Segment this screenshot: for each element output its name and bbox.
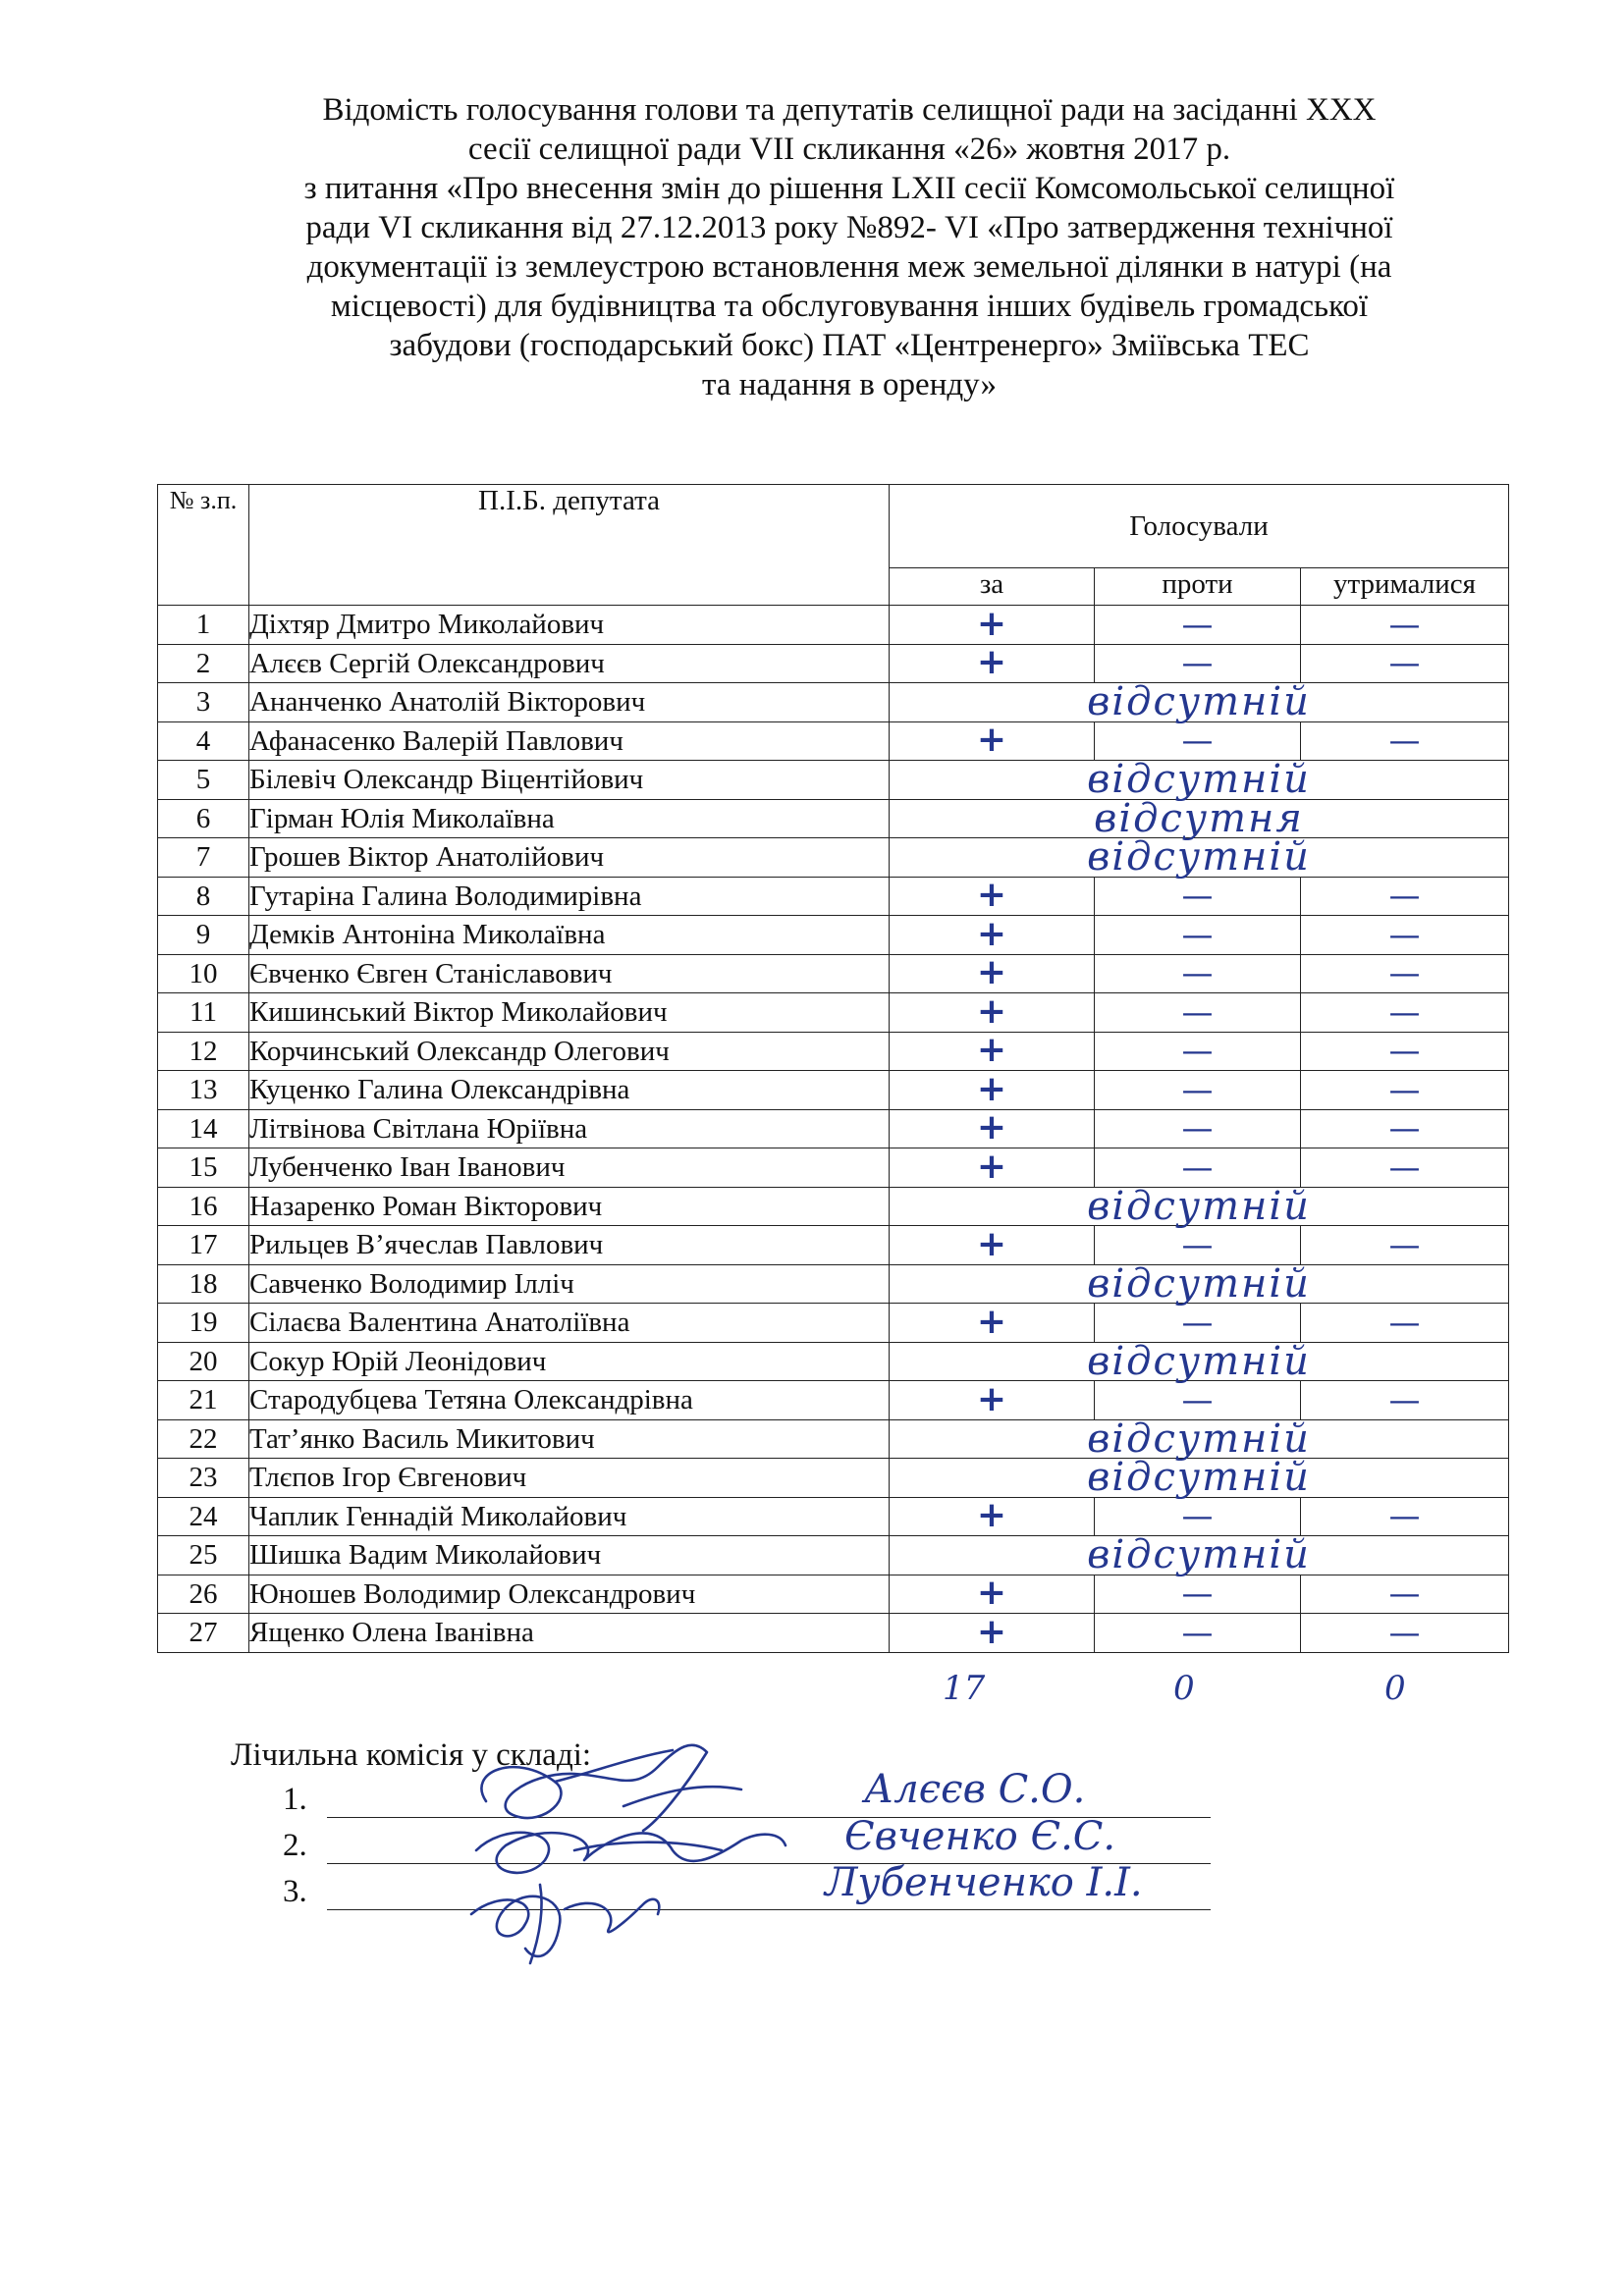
- row-number: 15: [158, 1148, 249, 1188]
- commission-number: 1.: [283, 1782, 307, 1817]
- table-row: [158, 1032, 1509, 1071]
- vote-for-mark: [890, 954, 1095, 993]
- vote-abstained-mark-glyph: —: [1388, 644, 1421, 682]
- vote-against-mark: [1095, 1148, 1301, 1188]
- deputy-name: Грошев Віктор Анатолійович: [249, 838, 890, 878]
- vote-against-mark-glyph: —: [1181, 915, 1214, 953]
- vote-against-mark: [1095, 1381, 1301, 1420]
- table-row: [158, 1109, 1509, 1148]
- row-number: 24: [158, 1497, 249, 1536]
- vote-against-mark-glyph: —: [1181, 1575, 1214, 1613]
- commission-label: Лічильна комісія у складі:: [231, 1737, 592, 1773]
- vote-against-mark-glyph: —: [1181, 721, 1214, 760]
- vote-against-mark: [1095, 954, 1301, 993]
- table-row: [158, 1148, 1509, 1188]
- vote-abstained-mark: [1301, 1071, 1509, 1110]
- vote-abstained-mark-glyph: —: [1388, 1070, 1421, 1108]
- vote-against-mark: [1095, 721, 1301, 761]
- vote-for-mark-glyph: +: [976, 875, 1007, 916]
- vote-against-mark: [1095, 916, 1301, 955]
- header-for: за: [890, 568, 1095, 606]
- vote-against-mark-glyph: —: [1181, 1303, 1214, 1341]
- row-number: 11: [158, 993, 249, 1033]
- header-number: № з.п.: [158, 485, 249, 606]
- table-row: [158, 1071, 1509, 1110]
- commission-member-name: Лубенченко І.І.: [825, 1860, 1143, 1905]
- vote-for-mark: [890, 721, 1095, 761]
- deputy-name: Афанасенко Валерій Павлович: [249, 721, 890, 761]
- table-row: [158, 1497, 1509, 1536]
- vote-abstained-mark: [1301, 1148, 1509, 1188]
- deputy-name: Лубенченко Іван Іванович: [249, 1148, 890, 1188]
- table-row: [158, 877, 1509, 916]
- table-row: [158, 1264, 1509, 1304]
- deputy-name: Алєєв Сергій Олександрович: [249, 644, 890, 683]
- absent-mark: відсутній: [890, 1536, 1509, 1575]
- vote-abstained-mark: [1301, 1304, 1509, 1343]
- vote-against-mark: [1095, 1304, 1301, 1343]
- deputy-name: Діхтяр Дмитро Миколайович: [249, 606, 890, 645]
- deputy-name: Кишинський Віктор Миколайович: [249, 993, 890, 1033]
- vote-totals: [0, 1669, 1624, 1718]
- vote-for-mark-glyph: +: [976, 913, 1007, 954]
- row-number: 12: [158, 1032, 249, 1071]
- deputy-name: Стародубцева Тетяна Олександрівна: [249, 1381, 890, 1420]
- title-line: ради VI скликання від 27.12.2013 року №892- VI «Про затвердження технічної: [305, 210, 1393, 245]
- title-line: забудови (господарський бокс) ПАТ «Центренерго» Зміївська ТЕС: [389, 328, 1310, 363]
- deputy-name: Шишка Вадим Миколайович: [249, 1536, 890, 1575]
- vote-against-mark-glyph: —: [1181, 1148, 1214, 1186]
- row-number: 8: [158, 877, 249, 916]
- vote-against-mark-glyph: —: [1181, 1497, 1214, 1535]
- deputy-name: Куценко Галина Олександрівна: [249, 1071, 890, 1110]
- vote-for-mark-glyph: +: [976, 1378, 1007, 1419]
- header-name: П.І.Б. депутата: [249, 485, 890, 606]
- vote-for-mark-glyph: +: [976, 1223, 1007, 1264]
- vote-against-mark-glyph: —: [1181, 1070, 1214, 1108]
- row-number: 23: [158, 1459, 249, 1498]
- table-row: [158, 761, 1509, 800]
- vote-against-mark: [1095, 1032, 1301, 1071]
- title-line: Відомість голосування голови та депутатів селищної ради на засіданні XXX: [322, 92, 1377, 128]
- header-voted: Голосували: [890, 485, 1509, 568]
- deputy-name: Чаплик Геннадій Миколайович: [249, 1497, 890, 1536]
- vote-for-mark-glyph: +: [976, 1068, 1007, 1109]
- deputy-name: Рильцев В’ячеслав Павлович: [249, 1226, 890, 1265]
- vote-abstained-mark-glyph: —: [1388, 992, 1421, 1031]
- deputy-name: Сілаєва Валентина Анатоліївна: [249, 1304, 890, 1343]
- row-number: 22: [158, 1419, 249, 1459]
- vote-for-mark-glyph: +: [976, 1573, 1007, 1614]
- vote-against-mark-glyph: —: [1181, 1380, 1214, 1418]
- vote-against-mark-glyph: —: [1181, 1225, 1214, 1263]
- vote-against-mark-glyph: —: [1181, 1109, 1214, 1148]
- vote-abstained-mark-glyph: —: [1388, 1109, 1421, 1148]
- row-number: 17: [158, 1226, 249, 1265]
- vote-for-mark: [890, 1148, 1095, 1188]
- table-row: [158, 644, 1509, 683]
- deputy-name: Савченко Володимир Ілліч: [249, 1264, 890, 1304]
- vote-abstained-mark: [1301, 606, 1509, 645]
- vote-against-mark: [1095, 1226, 1301, 1265]
- vote-for-mark: [890, 1611, 1095, 1653]
- vote-against-mark: [1095, 1575, 1301, 1614]
- total-abstained: 0: [1384, 1669, 1406, 1708]
- voting-table-body: [158, 603, 1509, 1653]
- vote-for-mark-glyph: +: [976, 1107, 1007, 1148]
- vote-for-mark-glyph: +: [976, 1611, 1007, 1652]
- vote-against-mark-glyph: —: [1181, 1032, 1214, 1070]
- vote-abstained-mark: [1301, 954, 1509, 993]
- row-number: 7: [158, 838, 249, 878]
- title-line: місцевості) для будівництва та обслуговування інших будівель громадської: [330, 289, 1369, 324]
- deputy-name: Літвінова Світлана Юріївна: [249, 1109, 890, 1148]
- vote-abstained-mark: [1301, 644, 1509, 683]
- vote-for-mark: [890, 1109, 1095, 1148]
- deputy-name: Гірман Юлія Миколаївна: [249, 799, 890, 838]
- header-abstained: утрималися: [1301, 568, 1509, 606]
- row-number: 14: [158, 1109, 249, 1148]
- table-row: [158, 1381, 1509, 1420]
- table-row: [158, 1419, 1509, 1459]
- deputy-name: Назаренко Роман Вікторович: [249, 1187, 890, 1226]
- row-number: 2: [158, 644, 249, 683]
- table-row: [158, 954, 1509, 993]
- absent-mark: відсутній: [890, 1459, 1509, 1498]
- vote-for-mark: [890, 1301, 1095, 1343]
- vote-against-mark-glyph: —: [1181, 644, 1214, 682]
- vote-against-mark-glyph: —: [1181, 877, 1214, 915]
- total-against: 0: [1173, 1669, 1195, 1708]
- vote-abstained-mark-glyph: —: [1388, 1613, 1421, 1651]
- row-number: 19: [158, 1304, 249, 1343]
- commission-member-name: Алєєв С.О.: [864, 1767, 1086, 1812]
- row-number: 21: [158, 1381, 249, 1420]
- vote-for-mark-glyph: +: [976, 990, 1007, 1032]
- deputy-name: Юношев Володимир Олександрович: [249, 1575, 890, 1614]
- deputy-name: Тат’янко Василь Микитович: [249, 1419, 890, 1459]
- deputy-name: Ященко Олена Іванівна: [249, 1614, 890, 1653]
- voting-table: [157, 484, 1509, 1653]
- vote-for-mark: [890, 990, 1095, 1033]
- vote-for-mark-glyph: +: [976, 1495, 1007, 1536]
- vote-for-mark: [890, 603, 1095, 645]
- table-row: [158, 1614, 1509, 1653]
- header-against: проти: [1095, 568, 1301, 606]
- absent-mark: відсутній: [890, 1342, 1509, 1381]
- row-number: 1: [158, 606, 249, 645]
- deputy-name: Корчинський Олександр Олегович: [249, 1032, 890, 1071]
- title-line: документації із землеустрою встановлення меж земельної ділянки в натурі (на: [306, 249, 1392, 285]
- absent-mark: відсутній: [890, 1264, 1509, 1304]
- row-number: 20: [158, 1342, 249, 1381]
- row-number: 13: [158, 1071, 249, 1110]
- vote-abstained-mark-glyph: —: [1388, 1575, 1421, 1613]
- vote-abstained-mark: [1301, 1381, 1509, 1420]
- vote-for-mark: [890, 1032, 1095, 1071]
- vote-abstained-mark: [1301, 916, 1509, 955]
- absent-mark: відсутній: [890, 1419, 1509, 1459]
- vote-against-mark: [1095, 1109, 1301, 1148]
- vote-for-mark-glyph: +: [976, 603, 1007, 644]
- row-number: 9: [158, 916, 249, 955]
- deputy-name: Євченко Євген Станіславович: [249, 954, 890, 993]
- vote-for-mark-glyph: +: [976, 720, 1007, 761]
- vote-abstained-mark-glyph: —: [1388, 1497, 1421, 1535]
- table-row: [158, 683, 1509, 722]
- table-row: [158, 1575, 1509, 1614]
- commission-number: 3.: [283, 1874, 307, 1909]
- commission-member-name: Євченко Є.С.: [844, 1814, 1116, 1859]
- vote-abstained-mark: [1301, 1226, 1509, 1265]
- vote-for-mark: [890, 1378, 1095, 1420]
- vote-against-mark-glyph: —: [1181, 954, 1214, 992]
- row-number: 16: [158, 1187, 249, 1226]
- vote-abstained-mark: [1301, 1614, 1509, 1653]
- vote-abstained-mark-glyph: —: [1388, 1032, 1421, 1070]
- vote-against-mark: [1095, 1497, 1301, 1536]
- deputy-name: Тлєпов Ігор Євгенович: [249, 1459, 890, 1498]
- table-row: [158, 1187, 1509, 1226]
- deputy-name: Ананченко Анатолій Вікторович: [249, 683, 890, 722]
- row-number: 5: [158, 761, 249, 800]
- vote-against-mark: [1095, 1614, 1301, 1653]
- vote-abstained-mark: [1301, 721, 1509, 761]
- total-for: 17: [943, 1669, 986, 1708]
- vote-against-mark: [1095, 877, 1301, 916]
- row-number: 6: [158, 799, 249, 838]
- row-number: 26: [158, 1575, 249, 1614]
- table-row: [158, 838, 1509, 878]
- title-line: з питання «Про внесення змін до рішення LXII сесії Комсомольської селищної: [303, 171, 1395, 206]
- table-row: [158, 1342, 1509, 1381]
- table-row: [158, 993, 1509, 1033]
- row-number: 10: [158, 954, 249, 993]
- table-row: [158, 799, 1509, 838]
- vote-against-mark: [1095, 606, 1301, 645]
- deputy-name: Білевіч Олександр Віцентійович: [249, 761, 890, 800]
- vote-abstained-mark: [1301, 993, 1509, 1033]
- absent-mark: відсутній: [890, 761, 1509, 800]
- vote-abstained-mark-glyph: —: [1388, 954, 1421, 992]
- absent-mark: відсутній: [890, 1187, 1509, 1226]
- absent-mark: відсутній: [890, 838, 1509, 878]
- vote-abstained-mark-glyph: —: [1388, 1225, 1421, 1263]
- handwritten-signatures: [447, 1713, 839, 1968]
- table-row: [158, 1459, 1509, 1498]
- vote-for-mark: [890, 1497, 1095, 1536]
- vote-for-mark-glyph: +: [976, 1030, 1007, 1071]
- deputy-name: Сокур Юрій Леонідович: [249, 1342, 890, 1381]
- vote-abstained-mark: [1301, 1032, 1509, 1071]
- table-row: [158, 1536, 1509, 1575]
- row-number: 18: [158, 1264, 249, 1304]
- deputy-name: Демків Антоніна Миколаївна: [249, 916, 890, 955]
- vote-for-mark: [890, 1068, 1095, 1110]
- table-row: [158, 721, 1509, 761]
- table-row: [158, 1304, 1509, 1343]
- vote-for-mark: [890, 644, 1095, 683]
- vote-for-mark: [890, 1223, 1095, 1265]
- vote-for-mark: [890, 877, 1095, 916]
- title-line: сесії селищної ради VII скликання «26» жовтня 2017 р.: [467, 132, 1231, 167]
- row-number: 25: [158, 1536, 249, 1575]
- document-title: [147, 90, 1551, 404]
- vote-abstained-mark-glyph: —: [1388, 1148, 1421, 1186]
- title-line: та надання в оренду»: [702, 367, 997, 402]
- vote-against-mark-glyph: —: [1181, 1613, 1214, 1651]
- absent-mark: відсутній: [890, 683, 1509, 722]
- vote-abstained-mark-glyph: —: [1388, 877, 1421, 915]
- vote-abstained-mark: [1301, 877, 1509, 916]
- vote-abstained-mark-glyph: —: [1388, 605, 1421, 643]
- vote-against-mark-glyph: —: [1181, 992, 1214, 1031]
- vote-for-mark-glyph: +: [976, 1146, 1007, 1187]
- table-row: [158, 1226, 1509, 1265]
- vote-abstained-mark-glyph: —: [1388, 1380, 1421, 1418]
- vote-for-mark: [890, 1575, 1095, 1614]
- vote-for-mark-glyph: +: [976, 952, 1007, 993]
- vote-abstained-mark: [1301, 1109, 1509, 1148]
- vote-against-mark-glyph: —: [1181, 605, 1214, 643]
- deputy-name: Гутаріна Галина Володимирівна: [249, 877, 890, 916]
- vote-abstained-mark: [1301, 1575, 1509, 1614]
- vote-for-mark-glyph: +: [976, 642, 1007, 683]
- vote-abstained-mark-glyph: —: [1388, 1303, 1421, 1341]
- vote-abstained-mark: [1301, 1497, 1509, 1536]
- row-number: 27: [158, 1614, 249, 1653]
- row-number: 3: [158, 683, 249, 722]
- vote-abstained-mark-glyph: —: [1388, 721, 1421, 760]
- vote-for-mark-glyph: +: [976, 1301, 1007, 1342]
- vote-for-mark: [890, 913, 1095, 955]
- vote-against-mark: [1095, 993, 1301, 1033]
- commission-number: 2.: [283, 1828, 307, 1863]
- absent-mark: відсутня: [890, 799, 1509, 838]
- vote-against-mark: [1095, 644, 1301, 683]
- table-row: [158, 606, 1509, 645]
- table-row: [158, 916, 1509, 955]
- row-number: 4: [158, 721, 249, 761]
- vote-abstained-mark-glyph: —: [1388, 915, 1421, 953]
- vote-against-mark: [1095, 1071, 1301, 1110]
